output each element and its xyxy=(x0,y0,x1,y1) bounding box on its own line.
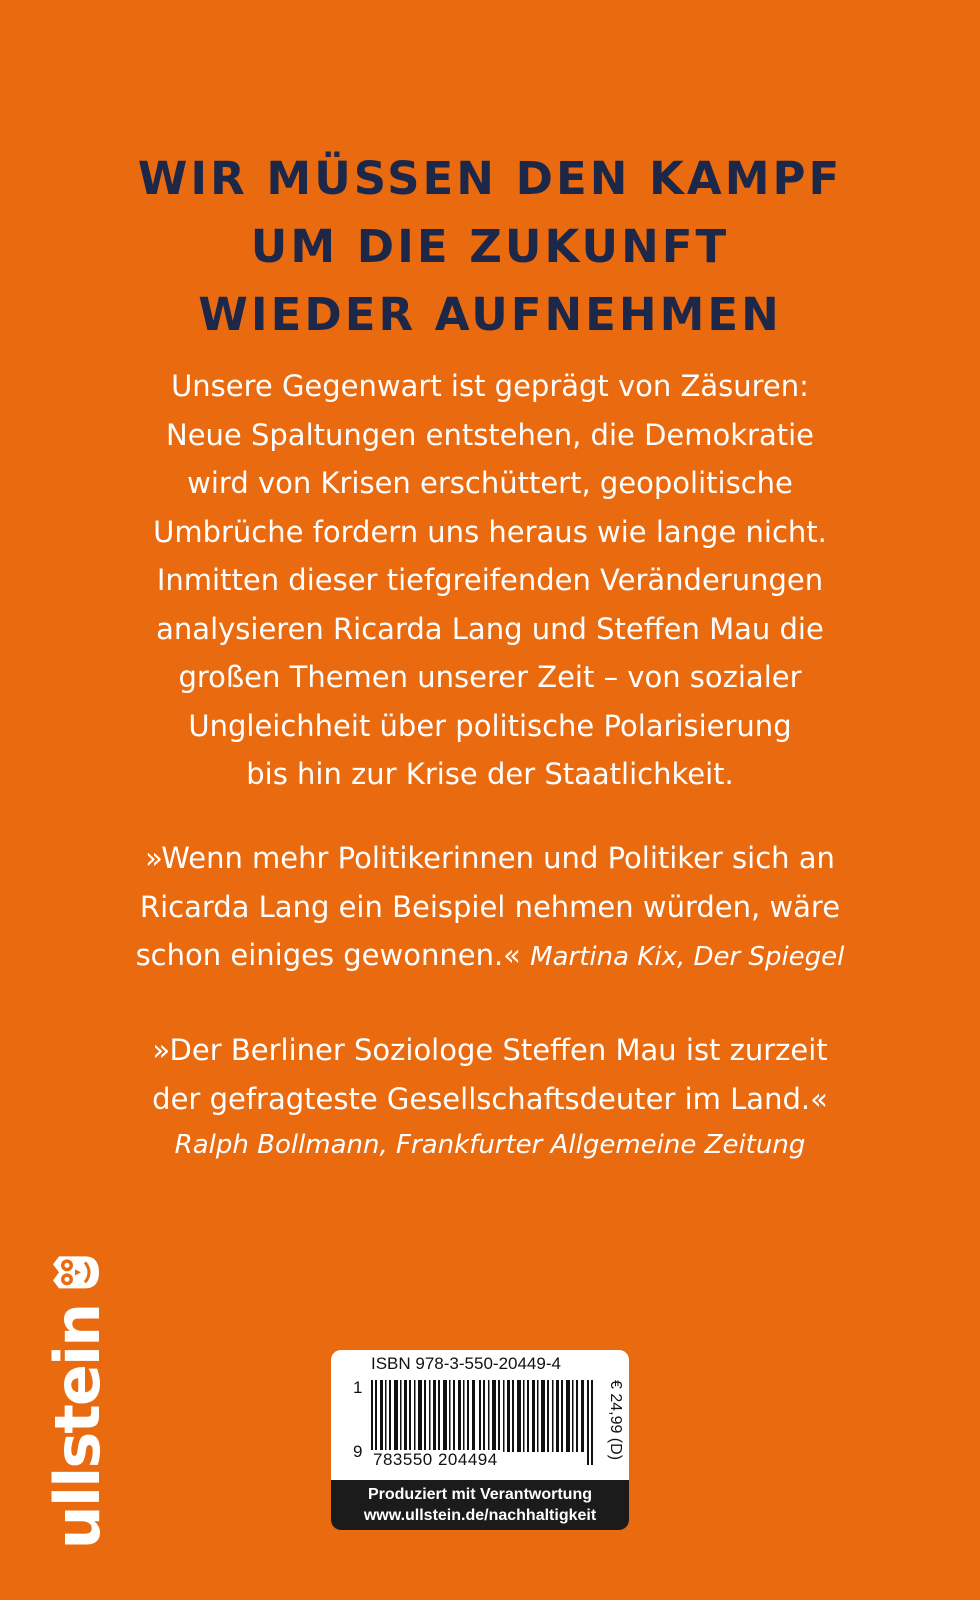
blurb-line: Inmitten dieser tiefgreifenden Veränderungen xyxy=(156,563,824,597)
blurb-line: analysieren Ricarda Lang und Steffen Mau die xyxy=(156,611,824,646)
barcode-label xyxy=(331,1350,629,1530)
quote-line: der gefragteste Gesellschaftsdeuter im Land.« xyxy=(152,1081,828,1116)
isbn-text: ISBN 978-3-550-20449-4 xyxy=(371,1354,561,1373)
blurb-line: Unsere Gegenwart ist geprägt von Zäsuren: xyxy=(171,369,809,403)
quote-line-end: schon einiges gewonnen.« xyxy=(135,938,521,972)
quote-attribution: Martina Kix, Der Spiegel xyxy=(530,942,845,972)
sustainability-url: www.ullstein.de/nachhaltigkeit xyxy=(363,1507,597,1524)
blurb-line: Ungleichheit über politische Polarisierung xyxy=(188,708,792,743)
blurb-line: Umbrüche fordern uns heraus wie lange nicht. xyxy=(153,514,827,549)
headline-line-3: WIEDER AUFNEHMEN xyxy=(198,288,782,341)
headline-line-2: UM DIE ZUKUNFT xyxy=(250,220,730,273)
publisher-name: ullstein xyxy=(41,1304,114,1550)
headline xyxy=(0,145,980,349)
sustainability-line-1: Produziert mit Verantwortung xyxy=(367,1486,592,1503)
blurb-line: Neue Spaltungen entstehen, die Demokratie xyxy=(166,417,814,452)
barcode-digits: 783550 204494 xyxy=(373,1450,498,1469)
quote-line: »Der Berliner Soziologe Steffen Mau ist zurzeit xyxy=(152,1033,828,1067)
price-text: € 24,99 (D) xyxy=(607,1379,624,1461)
sustainability-note xyxy=(331,1480,629,1530)
quote-attribution: Ralph Bollmann, Frankfurter Allgemeine Zeitung xyxy=(174,1130,806,1160)
blurb-line: bis hin zur Krise der Staatlichkeit. xyxy=(246,757,734,791)
quote-line: Ricarda Lang ein Beispiel nehmen würden, wäre xyxy=(139,889,841,924)
owl-icon xyxy=(51,1251,105,1295)
headline-line-1: WIR MÜSSEN DEN KAMPF xyxy=(137,152,843,205)
quote-line xyxy=(0,931,980,982)
blurb-line: großen Themen unserer Zeit – von sozialer xyxy=(178,660,802,694)
quote-spiegel xyxy=(0,834,980,982)
quote-line: »Wenn mehr Politikerinnen und Politiker sich an xyxy=(145,841,835,875)
blurb xyxy=(0,362,980,799)
barcode-first-digit: 9 xyxy=(353,1442,363,1461)
barcode-addon-digit: 1 xyxy=(353,1378,363,1397)
quote-faz xyxy=(0,1026,980,1167)
blurb-line: wird von Krisen erschüttert, geopolitische xyxy=(187,466,793,500)
